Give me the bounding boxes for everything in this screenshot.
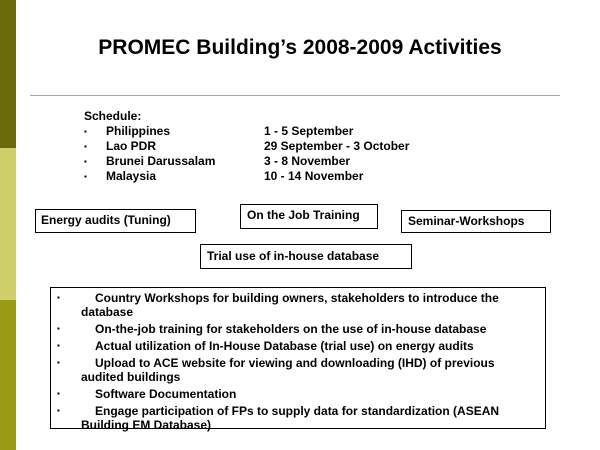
accent-bar-bottom bbox=[0, 300, 16, 450]
activities-list bbox=[50, 287, 546, 432]
list-item-text: Engage participation of FPs to supply data for standardization (ASEAN Building EM Database) bbox=[81, 404, 500, 432]
bullet-icon: ▪ bbox=[57, 406, 60, 415]
schedule-dates: 1 - 5 September bbox=[264, 124, 354, 138]
schedule-row bbox=[84, 139, 410, 154]
bullet-icon: ▪ bbox=[57, 341, 60, 350]
schedule-heading: Schedule: bbox=[84, 109, 142, 123]
schedule-row bbox=[84, 124, 354, 139]
list-item-text: Actual utilization of In-House Database (trial use) on energy audits bbox=[95, 339, 474, 353]
schedule-country: Malaysia bbox=[106, 169, 157, 183]
list-item-text: Upload to ACE website for viewing and downloading (IHD) of previous audited buildings bbox=[81, 356, 495, 384]
schedule-dates: 29 September - 3 October bbox=[264, 139, 410, 153]
schedule-dates: 3 - 8 November bbox=[264, 154, 351, 168]
list-item-text: Country Workshops for building owners, stakeholders to introduce the database bbox=[81, 291, 499, 319]
schedule-country: Philippines bbox=[106, 124, 171, 138]
seminar-workshops-box: Seminar-Workshops bbox=[401, 210, 551, 233]
bullet-icon: ▪ bbox=[57, 358, 60, 367]
list-item bbox=[51, 322, 545, 336]
bullet-icon: ▪ bbox=[84, 172, 87, 181]
bullet-icon: ▪ bbox=[84, 157, 87, 166]
slide-title: PROMEC Building’s 2008-2009 Activities bbox=[98, 36, 502, 59]
list-item bbox=[51, 387, 545, 401]
accent-bar-middle bbox=[0, 148, 16, 300]
energy-audits-box: Energy audits (Tuning) bbox=[35, 209, 196, 233]
title-divider bbox=[30, 95, 560, 96]
bullet-icon: ▪ bbox=[57, 293, 60, 302]
schedule-country: Brunei Darussalam bbox=[106, 154, 216, 168]
list-item bbox=[51, 404, 545, 432]
accent-bar-top bbox=[0, 0, 16, 148]
schedule-dates: 10 - 14 November bbox=[264, 169, 364, 183]
bullet-icon: ▪ bbox=[84, 127, 87, 136]
schedule-row bbox=[84, 154, 351, 169]
bullet-icon: ▪ bbox=[57, 389, 60, 398]
schedule-row bbox=[84, 169, 364, 184]
on-the-job-training-box: On the Job Training bbox=[240, 204, 378, 229]
trial-use-box: Trial use of in-house database bbox=[200, 244, 412, 269]
schedule-block bbox=[84, 109, 410, 184]
list-item bbox=[51, 356, 545, 384]
list-item-text: Software Documentation bbox=[95, 387, 237, 401]
bullet-icon: ▪ bbox=[57, 324, 60, 333]
schedule-country: Lao PDR bbox=[106, 139, 157, 153]
list-item-text: On-the-job training for stakeholders on the use of in-house database bbox=[95, 322, 487, 336]
list-item bbox=[51, 339, 545, 353]
list-item bbox=[51, 291, 545, 319]
bullet-icon: ▪ bbox=[84, 142, 87, 151]
